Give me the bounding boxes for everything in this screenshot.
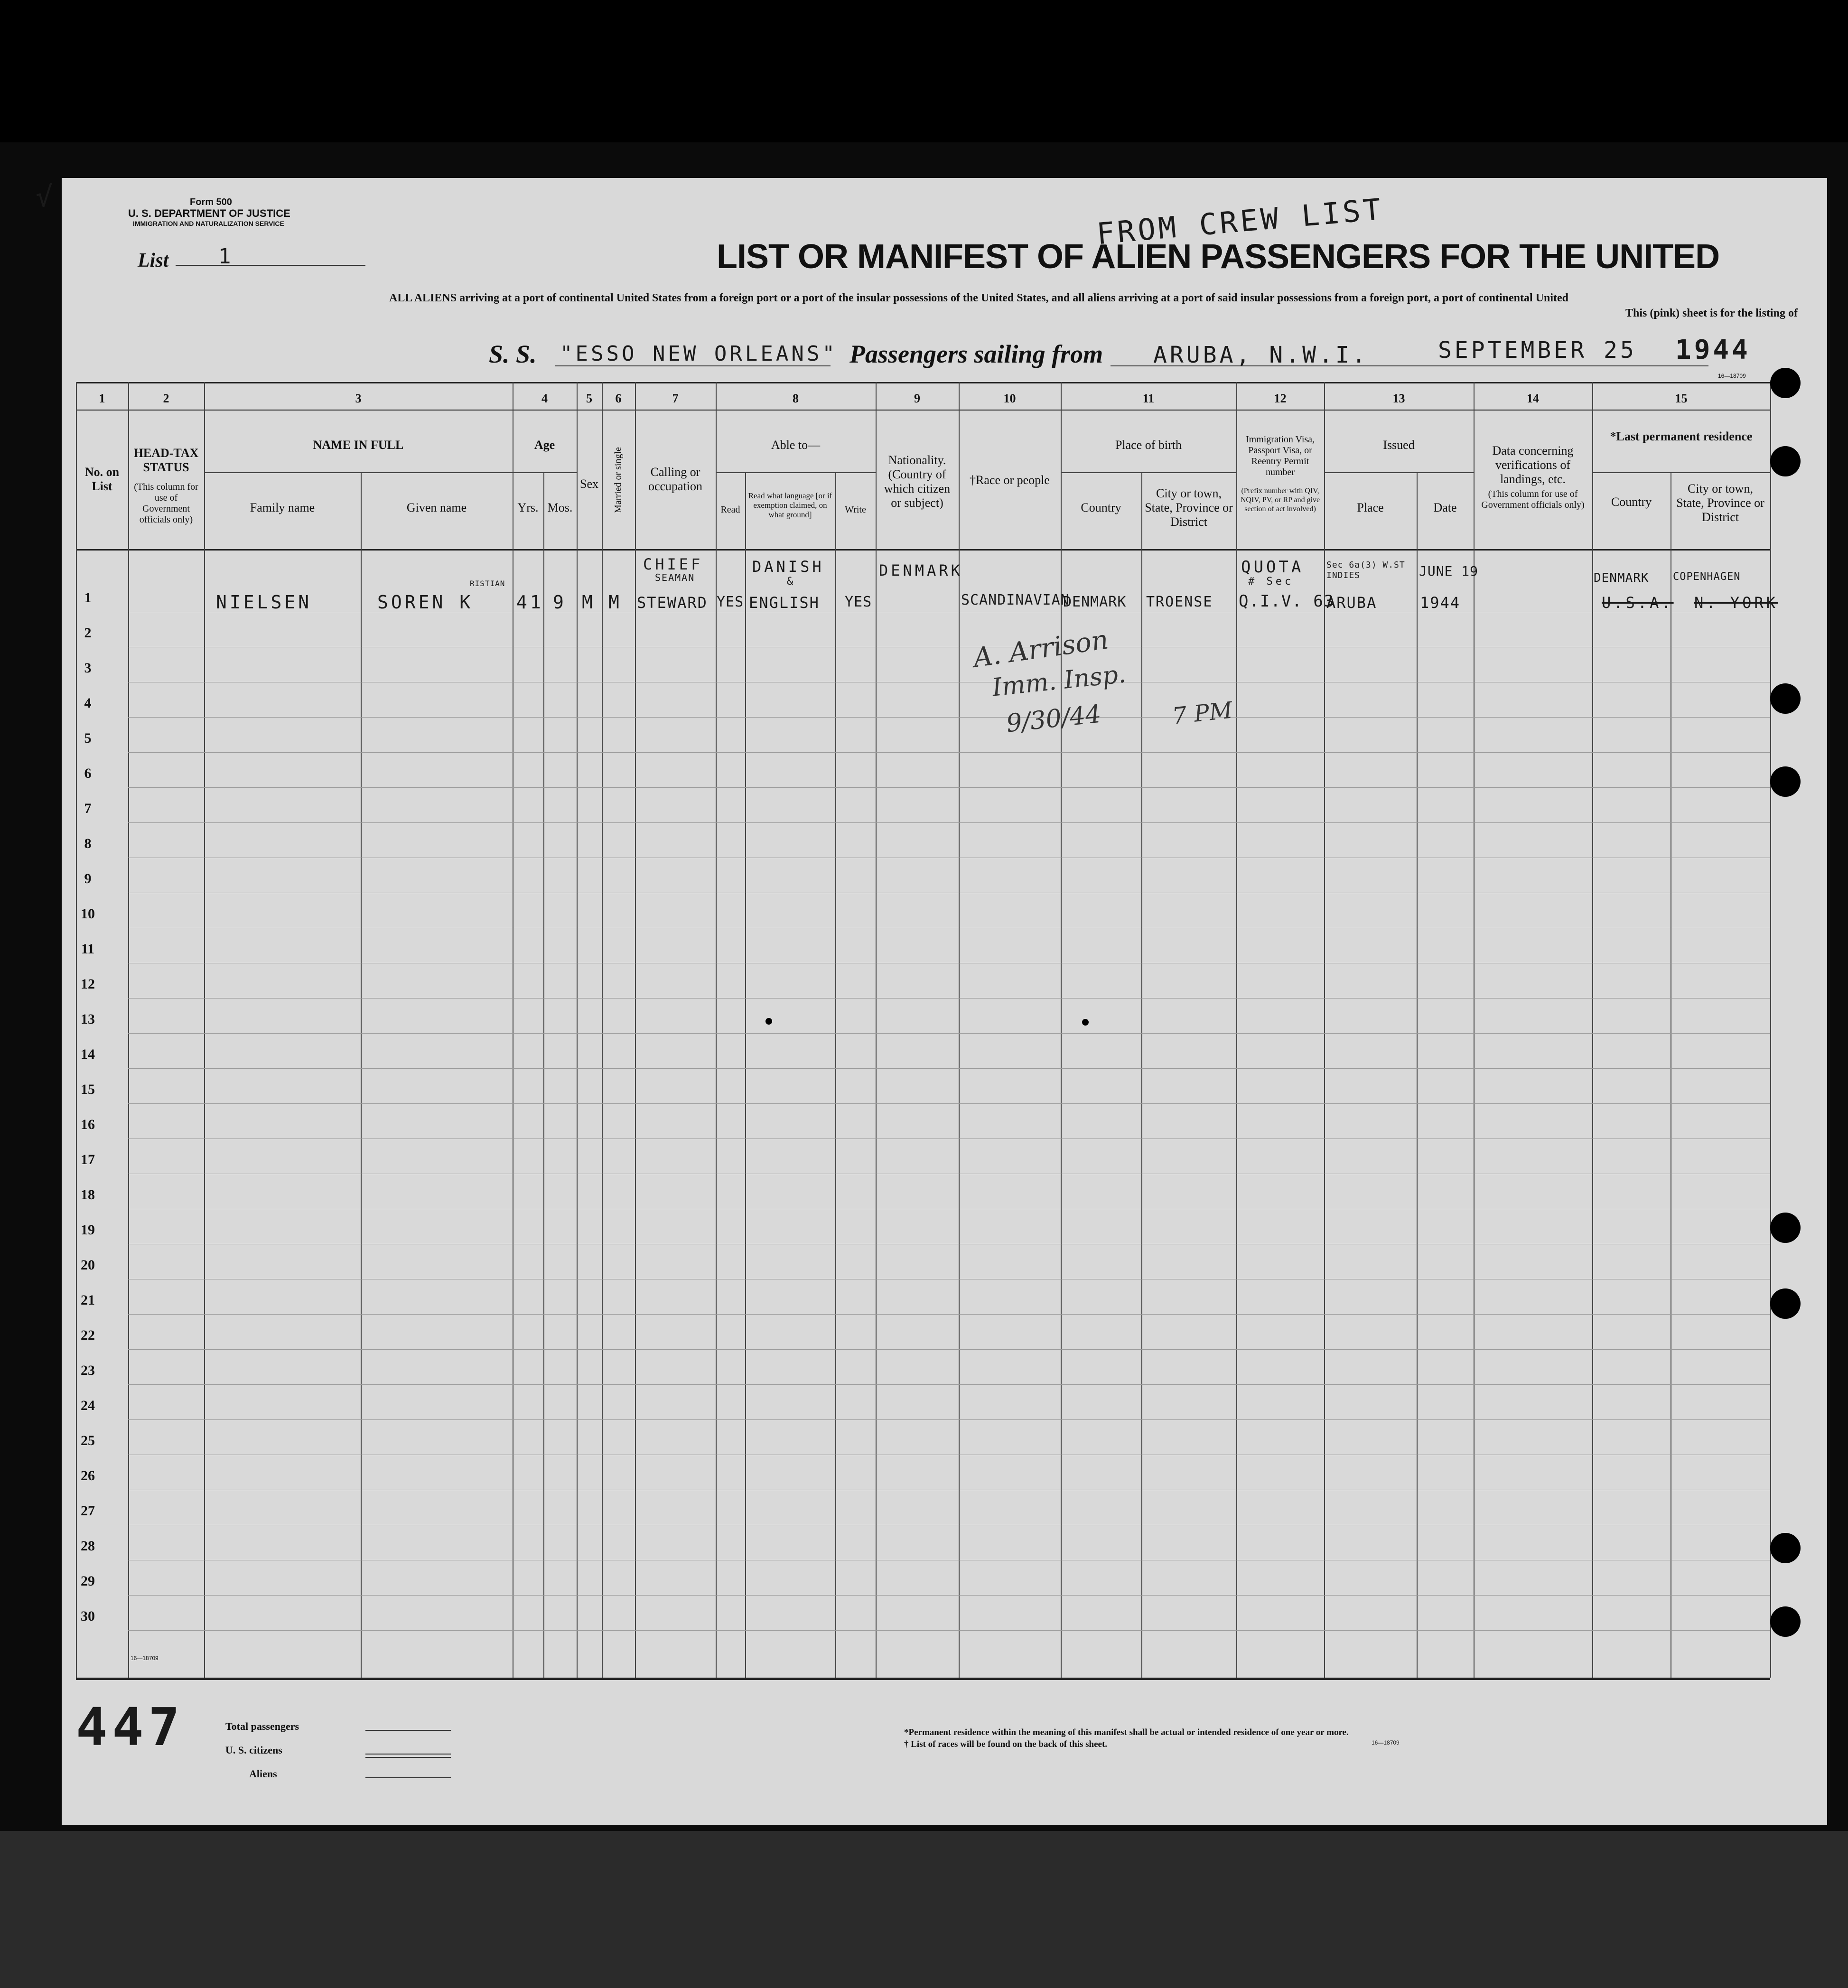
row-number: 8 [84, 836, 92, 851]
row-rule [128, 752, 1770, 753]
col-line [876, 382, 877, 1678]
row-number: 13 [81, 1011, 95, 1027]
passenger-family-name: NIELSEN [216, 592, 312, 613]
table-top-border [76, 382, 1770, 383]
birth-subrule [1061, 472, 1236, 473]
row-rule [128, 998, 1770, 999]
us-citizens-label: U. S. citizens [225, 1744, 282, 1756]
row-number: 27 [81, 1503, 95, 1519]
row-number: 3 [84, 660, 92, 676]
row-number: 18 [81, 1187, 95, 1203]
issued-subrule [1324, 472, 1474, 473]
row-number: 11 [81, 941, 95, 957]
col-line [204, 382, 205, 1678]
passenger-sex: M [582, 592, 596, 613]
col-num: 11 [1142, 392, 1155, 405]
row-number: 5 [84, 730, 92, 746]
col-num: 6 [615, 392, 622, 405]
header-visa-note: (Prefix number with QIV, NQIV, PV, or RP and give section of act involved) [1240, 487, 1320, 513]
date-underline [1424, 365, 1708, 366]
subtitle-line-1: ALL ALIENS arriving at a port of continental United States from a foreign port or a port of the insular possessions of the United States, and all aliens arriving at a port of said insular possessions from a foreign port, a port of continental United [389, 292, 1568, 304]
margin-check-mark: √ [36, 180, 56, 214]
header-mos: Mos. [547, 501, 573, 514]
col-line [602, 382, 603, 1678]
passenger-read: YES [717, 594, 744, 610]
col-num: 8 [793, 392, 799, 405]
department: U. S. DEPARTMENT OF JUSTICE [128, 207, 290, 219]
header-no-on-list: No. on List [84, 465, 120, 493]
passenger-visa-mid: # Sec [1248, 576, 1294, 588]
col-num: 1 [99, 392, 105, 405]
row-rule [128, 822, 1770, 823]
list-number: 1 [218, 244, 234, 269]
inspector-time: 7 PM [1171, 697, 1234, 730]
header-family-name: Family name [250, 501, 315, 514]
passenger-language-mid: & [787, 576, 796, 588]
header-issued-place: Place [1357, 501, 1384, 514]
service: IMMIGRATION AND NATURALIZATION SERVICE [133, 220, 284, 227]
passenger-given-name-note: RISTIAN [470, 579, 505, 588]
col-num: 4 [541, 392, 548, 405]
header-married: Married or single [613, 447, 624, 513]
passenger-occupation-mid: SEAMAN [655, 572, 695, 583]
able-subrule [716, 472, 876, 473]
inspector-date: 9/30/44 [1005, 700, 1103, 738]
row-number: 20 [81, 1257, 95, 1273]
col-line [1770, 382, 1771, 1678]
passenger-occupation: STEWARD [637, 594, 708, 612]
passenger-issued-place: ARUBA [1326, 594, 1377, 612]
col-line [1061, 382, 1062, 1678]
row-number: 15 [81, 1082, 95, 1097]
col-num: 7 [672, 392, 679, 405]
punch-hole [1770, 683, 1801, 714]
col-line [1592, 382, 1593, 1678]
passenger-issued-date-top: JUNE 19 [1419, 563, 1479, 579]
row-number: 1 [84, 590, 92, 606]
col-line [543, 472, 544, 1678]
row-number: 30 [81, 1608, 95, 1624]
row-number: 2 [84, 625, 92, 641]
col-line [1324, 382, 1325, 1678]
header-calling: Calling or occupation [648, 465, 703, 493]
header-sex: Sex [580, 477, 598, 491]
header-able-to: Able to— [771, 438, 821, 452]
aliens-label: Aliens [249, 1768, 277, 1780]
row-number: 6 [84, 765, 92, 781]
list-underline [176, 265, 365, 266]
row-rule [128, 1068, 1770, 1069]
passenger-birth-country: DENMARK [1063, 594, 1127, 610]
header-issued: Issued [1383, 438, 1415, 452]
subtitle-line-2: This (pink) sheet is for the listing of [1625, 307, 1798, 319]
row-number: 9 [84, 871, 92, 887]
form-number: Form 500 [190, 197, 232, 207]
row-number: 28 [81, 1538, 95, 1554]
col-line [128, 382, 129, 1678]
header-last-residence: *Last permanent residence [1610, 429, 1753, 443]
passenger-age-months: 9 [553, 592, 567, 613]
header-bottom-border [76, 549, 1770, 551]
col-line [577, 382, 578, 1678]
header-birth-city: City or town, State, Province or District [1145, 486, 1233, 529]
header-birth-country: Country [1081, 501, 1121, 514]
table-bottom-border [76, 1678, 1770, 1680]
header-verification: Data concerning verifications of landings, etc. [1492, 444, 1574, 486]
row-number: 14 [81, 1046, 95, 1062]
punch-hole [1770, 1533, 1801, 1563]
col-num: 14 [1527, 392, 1539, 405]
passenger-language-top: DANISH [752, 558, 824, 576]
from-crew-list-annotation: FROM CREW LIST [1095, 191, 1385, 252]
form-code-bottom-left: 16—18709 [131, 1655, 159, 1661]
col-line [1417, 472, 1418, 1678]
punch-hole [1770, 766, 1801, 797]
header-res-country: Country [1611, 495, 1652, 509]
row-number: 4 [84, 695, 92, 711]
header-read-language: Read what language [or if exemption claimed, on what ground] [748, 491, 832, 519]
col-num: 12 [1274, 392, 1287, 405]
form-code-top: 16—18709 [1718, 373, 1746, 379]
passenger-given-name: SOREN K [377, 592, 474, 613]
row-number: 26 [81, 1468, 95, 1484]
row-rule [128, 1033, 1770, 1034]
row-number: 12 [81, 976, 95, 992]
col-num: 13 [1392, 392, 1405, 405]
col-num: 9 [914, 392, 920, 405]
passenger-birth-city: TROENSE [1146, 594, 1213, 610]
row-number: 10 [81, 906, 95, 922]
inspector-title: Imm. Insp. [990, 660, 1128, 702]
header-age: Age [534, 438, 555, 452]
sailing-label: Passengers sailing from [849, 340, 1103, 368]
col-num: 2 [163, 392, 169, 405]
header-head-tax-note: (This column for use of Government officials only) [134, 482, 198, 525]
passenger-res-city-top: COPENHAGEN [1673, 571, 1741, 583]
row-number: 21 [81, 1292, 95, 1308]
header-place-of-birth: Place of birth [1115, 438, 1182, 452]
row-rule [128, 1103, 1770, 1104]
ink-dot [1082, 1019, 1089, 1026]
passenger-res-country: U.S.A. [1602, 594, 1674, 612]
col-num: 10 [1003, 392, 1016, 405]
name-subrule [204, 472, 577, 473]
row-number: 23 [81, 1363, 95, 1378]
row-rule [128, 1314, 1770, 1315]
inspector-signature: A. Arrison [971, 624, 1111, 674]
row-number: 25 [81, 1433, 95, 1448]
total-passengers-label: Total passengers [225, 1720, 299, 1732]
header-write: Write [845, 504, 866, 515]
header-issued-date: Date [1433, 501, 1457, 514]
passenger-issued-place-top: Sec 6a(3) W.ST INDIES [1326, 560, 1405, 580]
row-number: 17 [81, 1152, 95, 1167]
row-number: 7 [84, 801, 92, 816]
sailing-year: 1944 [1675, 335, 1751, 365]
sailing-date: SEPTEMBER 25 [1438, 337, 1637, 364]
punch-hole [1770, 1213, 1801, 1243]
punch-hole [1770, 1288, 1801, 1319]
col-line [716, 382, 717, 1678]
sailing-port: ARUBA, N.W.I. [1153, 342, 1369, 368]
header-visa: Immigration Visa, Passport Visa, or Reentry Permit number [1245, 434, 1315, 477]
row-rule [128, 1349, 1770, 1350]
row-number: 22 [81, 1327, 95, 1343]
footnote-races: † List of races will be found on the back of this sheet. [904, 1739, 1108, 1749]
col-line [635, 382, 636, 1678]
page-title: LIST OR MANIFEST OF ALIEN PASSENGERS FOR THE UNITED [717, 238, 1720, 276]
row-rule [128, 1419, 1770, 1420]
col-num: 5 [586, 392, 592, 405]
row-rule [128, 1384, 1770, 1385]
row-number: 24 [81, 1398, 95, 1413]
footnote-code: 16—18709 [1372, 1739, 1400, 1746]
header-given-name: Given name [406, 501, 467, 514]
passenger-occupation-top: CHIEF [643, 555, 703, 573]
passenger-visa-top: QUOTA [1241, 558, 1304, 577]
col-line [1236, 382, 1237, 1678]
aliens-line [365, 1777, 451, 1778]
manifest-sheet [36, 178, 1827, 1825]
header-head-tax: HEAD-TAX STATUS [133, 446, 199, 474]
scan-border-bottom [0, 1831, 1848, 1988]
header-read: Read [720, 504, 740, 515]
header-yrs: Yrs. [517, 501, 539, 514]
row-number: 29 [81, 1573, 95, 1589]
footnote-residence: *Permanent residence within the meaning of this manifest shall be actual or intended residence of one year or more. [904, 1727, 1349, 1737]
passenger-res-city: N. YORK [1694, 594, 1778, 612]
row-number: 16 [81, 1117, 95, 1132]
punch-hole [1770, 1606, 1801, 1637]
punch-hole [1770, 446, 1801, 476]
passenger-marital: M [608, 592, 622, 613]
passenger-race: SCANDINAVIAN [961, 592, 1070, 608]
ss-label: S. S. [489, 340, 537, 368]
passenger-issued-date: 1944 [1420, 594, 1461, 612]
header-race: †Race or people [970, 473, 1050, 487]
total-passengers-line [365, 1730, 451, 1731]
header-nationality: Nationality. (Country of which citizen or subject) [884, 453, 951, 510]
row-rule [128, 717, 1770, 718]
passenger-nationality: DENMARK [879, 561, 963, 579]
col-num: 3 [355, 392, 362, 405]
header-res-city: City or town, State, Province or District [1676, 482, 1764, 524]
punch-hole [1770, 368, 1801, 398]
passenger-age-years: 41 [516, 592, 544, 613]
passenger-visa: Q.I.V. 63 [1239, 592, 1335, 611]
column-number-rule [76, 410, 1770, 411]
ship-name: "ESSO NEW ORLEANS" [560, 342, 838, 366]
passenger-write: YES [845, 594, 872, 610]
residence-subrule [1592, 472, 1770, 473]
col-line [1141, 472, 1142, 1678]
col-line [361, 472, 362, 1678]
header-verification-note: (This column for use of Government officials only) [1481, 489, 1585, 510]
scan-border-top [0, 0, 1848, 142]
row-number: 19 [81, 1222, 95, 1238]
passenger-language: ENGLISH [749, 594, 820, 612]
col-num: 15 [1675, 392, 1688, 405]
ink-dot [765, 1018, 772, 1025]
col-line [835, 472, 836, 1678]
row-rule [128, 1630, 1770, 1631]
passenger-res-country-top: DENMARK [1594, 571, 1649, 585]
header-name-in-full: NAME IN FULL [313, 438, 404, 452]
list-label: List [138, 250, 169, 271]
row-rule [128, 787, 1770, 788]
page-number: 447 [76, 1697, 185, 1757]
us-citizens-line [365, 1754, 451, 1758]
row-rule [128, 1595, 1770, 1596]
col-line [745, 472, 746, 1678]
